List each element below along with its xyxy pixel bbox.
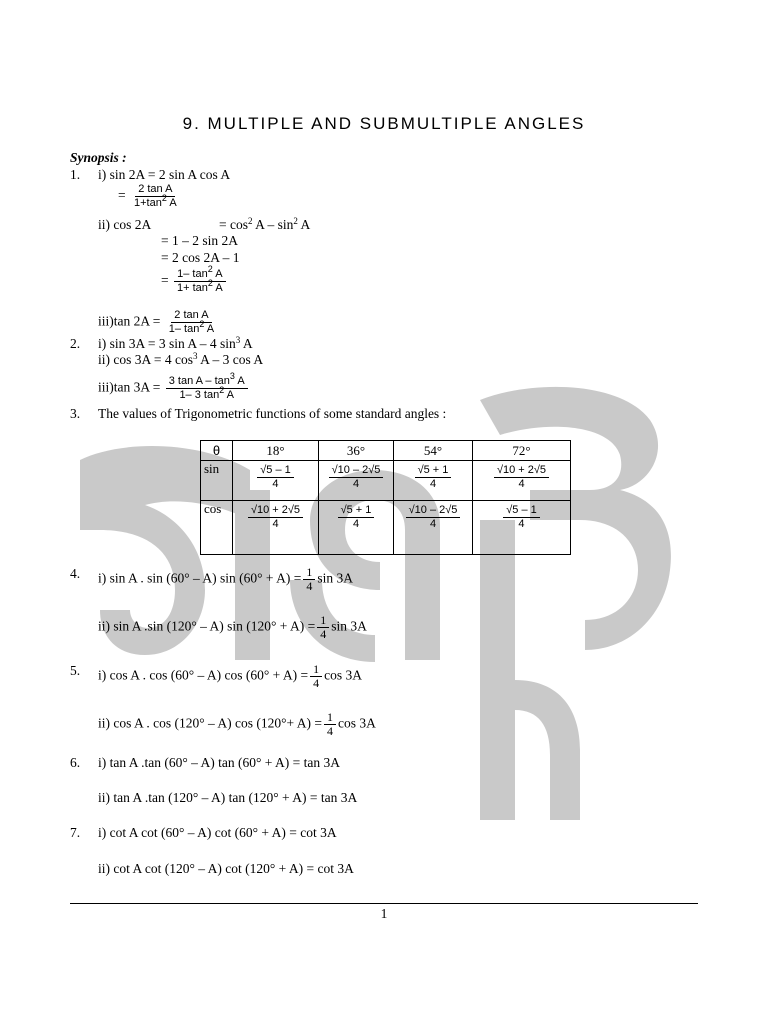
item-1-number: 1. xyxy=(70,167,81,182)
item-4-number: 4. xyxy=(70,566,81,581)
formula-sin2a-tan-form: = $\frac{\text{2 tan A}}{1+\tan^2 A}$ xyxy=(118,183,182,210)
table-header-row xyxy=(201,441,571,461)
formula-6-i: i) tan A .tan (60° – A) tan (60° + A) = tan 3A xyxy=(98,755,340,770)
row-label-cos: cos xyxy=(201,501,233,555)
page-number: 1 xyxy=(380,906,388,921)
table-row-sin xyxy=(201,461,571,501)
table-row-cos xyxy=(201,501,571,555)
item-7-number: 7. xyxy=(70,825,81,840)
fraction: $\frac{1}{4}$ xyxy=(324,711,336,738)
formula-4-ii: ii) sin A .sin (120° – A) sin (120° + A) = $\frac{1}{4}$ sin 3A xyxy=(98,613,367,641)
item-6-number: 6. xyxy=(70,755,81,770)
item-3-number: 3. xyxy=(70,406,81,421)
angle-header: 18° xyxy=(233,441,319,461)
formula-5-ii: ii) cos A . cos (120° – A) cos (120°+ A) = $\frac{1}{4}$ cos 3A xyxy=(98,710,376,738)
table-cell: $\frac{√10 + 2√5}{4}$ xyxy=(233,501,319,555)
formula-4-i: i) sin A . sin (60° – A) sin (60° + A) = $\frac{1}{4}$ sin 3A xyxy=(98,565,354,593)
page-title: 9. MULTIPLE AND SUBMULTIPLE ANGLES xyxy=(182,114,586,133)
table-cell: $\frac{√10 - 2√5}{4}$ xyxy=(319,461,394,501)
formula-cos2a-label: ii) cos 2A xyxy=(98,217,152,232)
formula-cos2a-tan-form: = $\frac{1- \tan^2 A}{1+ \tan^2 A}$ xyxy=(161,268,228,295)
formula-tan2a: iii)tan 2A = $\frac{\text{2 tan A}}{1- \tan^2 A}$ xyxy=(98,309,219,336)
formula-sin3a: i) sin 3A = 3 sin A – 4 $\sin^3 A$ xyxy=(98,335,253,351)
standard-angles-heading: The values of Trigonometric functions of some standard angles : xyxy=(98,406,447,421)
angle-header: 72° xyxy=(473,441,571,461)
formula-5-i: i) cos A . cos (60° – A) cos (60° + A) = $\frac{1}{4}$ cos 3A xyxy=(98,662,363,690)
formula-tan3a: iii)tan 3A = $\frac{3 \tan A - \tan^3 A}{1- 3 \tan^2 A}$ xyxy=(98,375,250,402)
fraction: $\frac{1- \tan^2 A}{1+ \tan^2 A}$ xyxy=(174,268,226,295)
formula-6-ii: ii) tan A .tan (120° – A) tan (120° + A) = tan 3A xyxy=(98,790,358,805)
formula-sin2a: i) sin 2A = 2 sin A cos A xyxy=(98,167,231,182)
item-2-number: 2. xyxy=(70,336,81,351)
table-cell: $\frac{√5 + 1}{4}$ xyxy=(394,461,473,501)
fraction: $\frac{1}{4}$ xyxy=(303,566,315,593)
standard-angles-table xyxy=(200,440,571,555)
synopsis-heading: Synopsis : xyxy=(70,150,127,165)
theta-header: θ xyxy=(201,441,233,461)
table-cell: $\frac{√5 - 1}{4}$ xyxy=(473,501,571,555)
fraction: $\frac{1}{4}$ xyxy=(310,663,322,690)
formula-7-i: i) cot A cot (60° – A) cot (60° + A) = cot 3A xyxy=(98,825,337,840)
table-cell: $\frac{√5 + 1}{4}$ xyxy=(319,501,394,555)
formula-7-ii: ii) cot A cot (120° – A) cot (120° + A) = cot 3A xyxy=(98,861,354,876)
fraction: $\frac{\text{2 tan A}}{1+\tan^2 A}$ xyxy=(134,183,177,209)
table-cell: $\frac{√10 - 2√5}{4}$ xyxy=(394,501,473,555)
formula-cos2a-sin-form: = 1 – 2 sin 2A xyxy=(161,233,238,248)
fraction: $\frac{1}{4}$ xyxy=(317,614,329,641)
formula-cos3a: ii) cos 3A = 4 $\cos^3 A - 3$ cos A xyxy=(98,351,264,367)
footer-rule xyxy=(70,903,698,904)
fraction: $\frac{3 \tan A - \tan^3 A}{1- 3 \tan^2 A}$ xyxy=(166,375,248,402)
item-5-number: 5. xyxy=(70,663,81,678)
row-label-sin: sin xyxy=(201,461,233,501)
table-cell: $\frac{√10 + 2√5}{4}$ xyxy=(473,461,571,501)
angle-header: 36° xyxy=(319,441,394,461)
fraction: $\frac{\text{2 tan A}}{1- \tan^2 A}$ xyxy=(168,309,215,335)
formula-cos2a-cos-form: = 2 cos 2A – 1 xyxy=(161,250,240,265)
formula-cos2a: = $\cos^2 A - \sin^2 A$ xyxy=(219,216,311,232)
angle-header: 54° xyxy=(394,441,473,461)
table-cell: $\frac{√5 - 1}{4}$ xyxy=(233,461,319,501)
